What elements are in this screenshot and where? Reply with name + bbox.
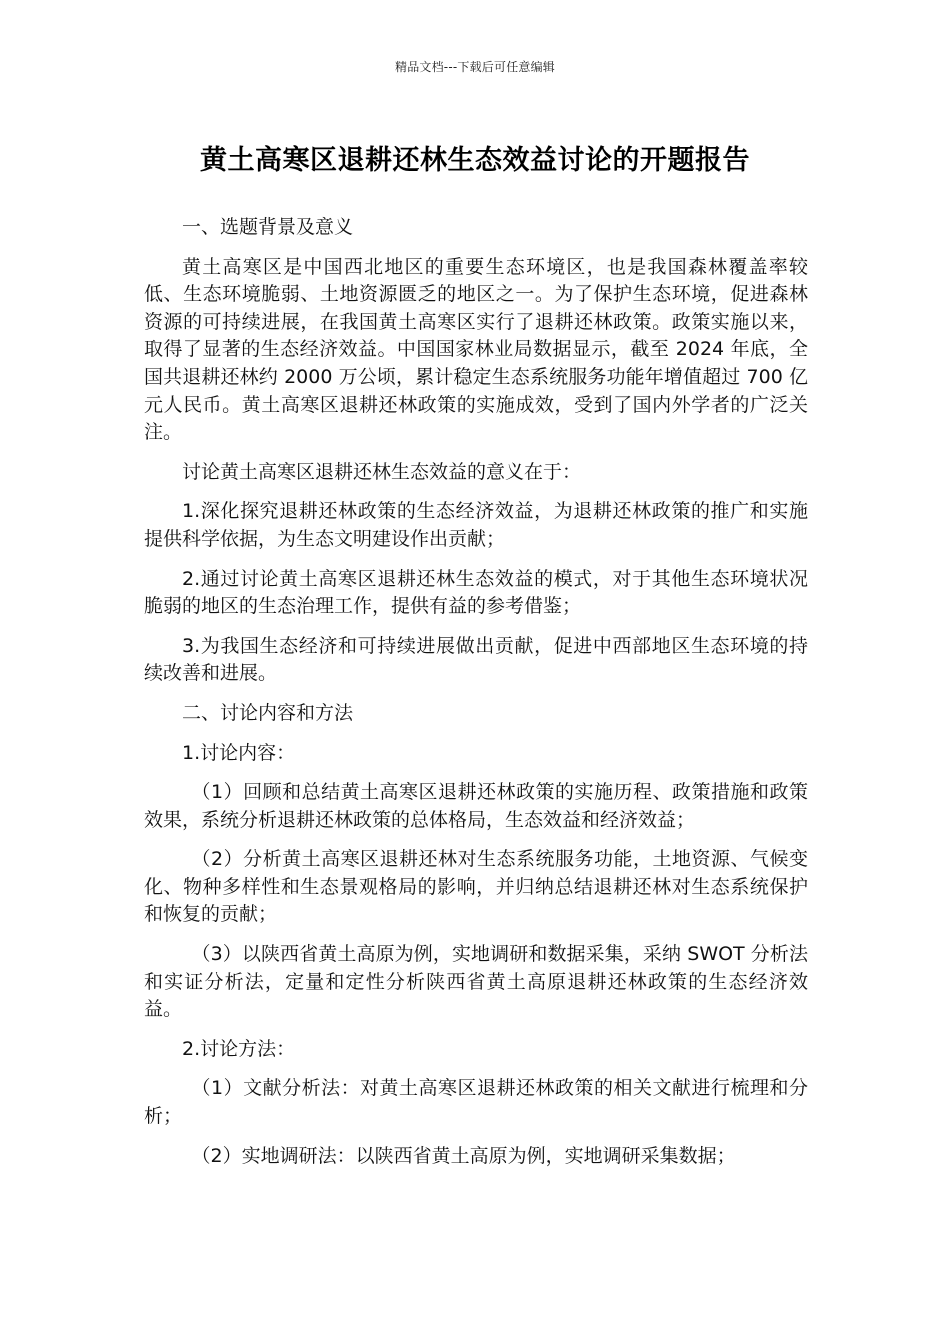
document-title: 黄土高寒区退耕还林生态效益讨论的开题报告 xyxy=(200,145,750,176)
header-note: 精品文档---下载后可任意编辑 xyxy=(395,60,555,74)
list-item-significance-1: 1.深化探究退耕还林政策的生态经济效益，为退耕还林政策的推广和实施提供科学依据，为生态文明建设作出贡献； xyxy=(144,500,808,550)
list-item-significance-2: 2.通过讨论黄土高寒区退耕还林生态效益的模式，对于其他生态环境状况脆弱的地区的生态治理工作，提供有益的参考借鉴； xyxy=(144,567,808,618)
section-heading-content-methods: 二、讨论内容和方法 xyxy=(182,701,354,724)
list-item-content-2: （2）分析黄土高寒区退耕还林对生态系统服务功能，土地资源、气候变化、物种多样性和生态景观格局的影响，并归纳总结退耕还林对生态系统保护和恢复的贡献； xyxy=(144,848,808,926)
list-item-method-1: （1）文献分析法：对黄土高寒区退耕还林政策的相关文献进行梳理和分析； xyxy=(144,1077,808,1128)
subheading-methods: 2.讨论方法： xyxy=(182,1037,296,1060)
subheading-content: 1.讨论内容： xyxy=(182,741,296,764)
list-item-significance-3: 3.为我国生态经济和可持续进展做出贡献，促进中西部地区生态环境的持续改善和进展。 xyxy=(144,634,808,685)
paragraph-background: 黄土高寒区是中国西北地区的重要生态环境区，也是我国森林覆盖率较低、生态环境脆弱、土地资源匮乏的地区之一。为了保护生态环境，促进森林资源的可持续进展，在我国黄土高寒区实行了退耕还林政策。政策实施以来，取得了显著的生态经济效益。中国国家林业局数据显示，截至 2024 年底，全国共退耕还林约 2000 万公顷，累计稳定生态系统服务功能年增值超过 700 亿元人民币。黄土高寒区退耕还林政策的实施成效，受到了国内外学者的广泛关注。 xyxy=(144,255,808,444)
document-body xyxy=(144,214,808,1182)
section-heading-background: 一、选题背景及意义 xyxy=(182,216,354,238)
list-item-content-1: （1）回顾和总结黄土高寒区退耕还林政策的实施历程、政策措施和政策效果，系统分析退耕还林政策的总体格局，生态效益和经济效益； xyxy=(144,781,808,831)
paragraph-significance-intro: 讨论黄土高寒区退耕还林生态效益的意义在于： xyxy=(182,460,582,483)
list-item-method-2: （2）实地调研法：以陕西省黄土高原为例，实地调研采集数据； xyxy=(191,1144,736,1167)
list-item-content-3: （3）以陕西省黄土高原为例，实地调研和数据采集，采纳 SWOT 分析法和实证分析法，定量和定性分析陕西省黄土高原退耕还林政策的生态经济效益。 xyxy=(144,943,808,1021)
